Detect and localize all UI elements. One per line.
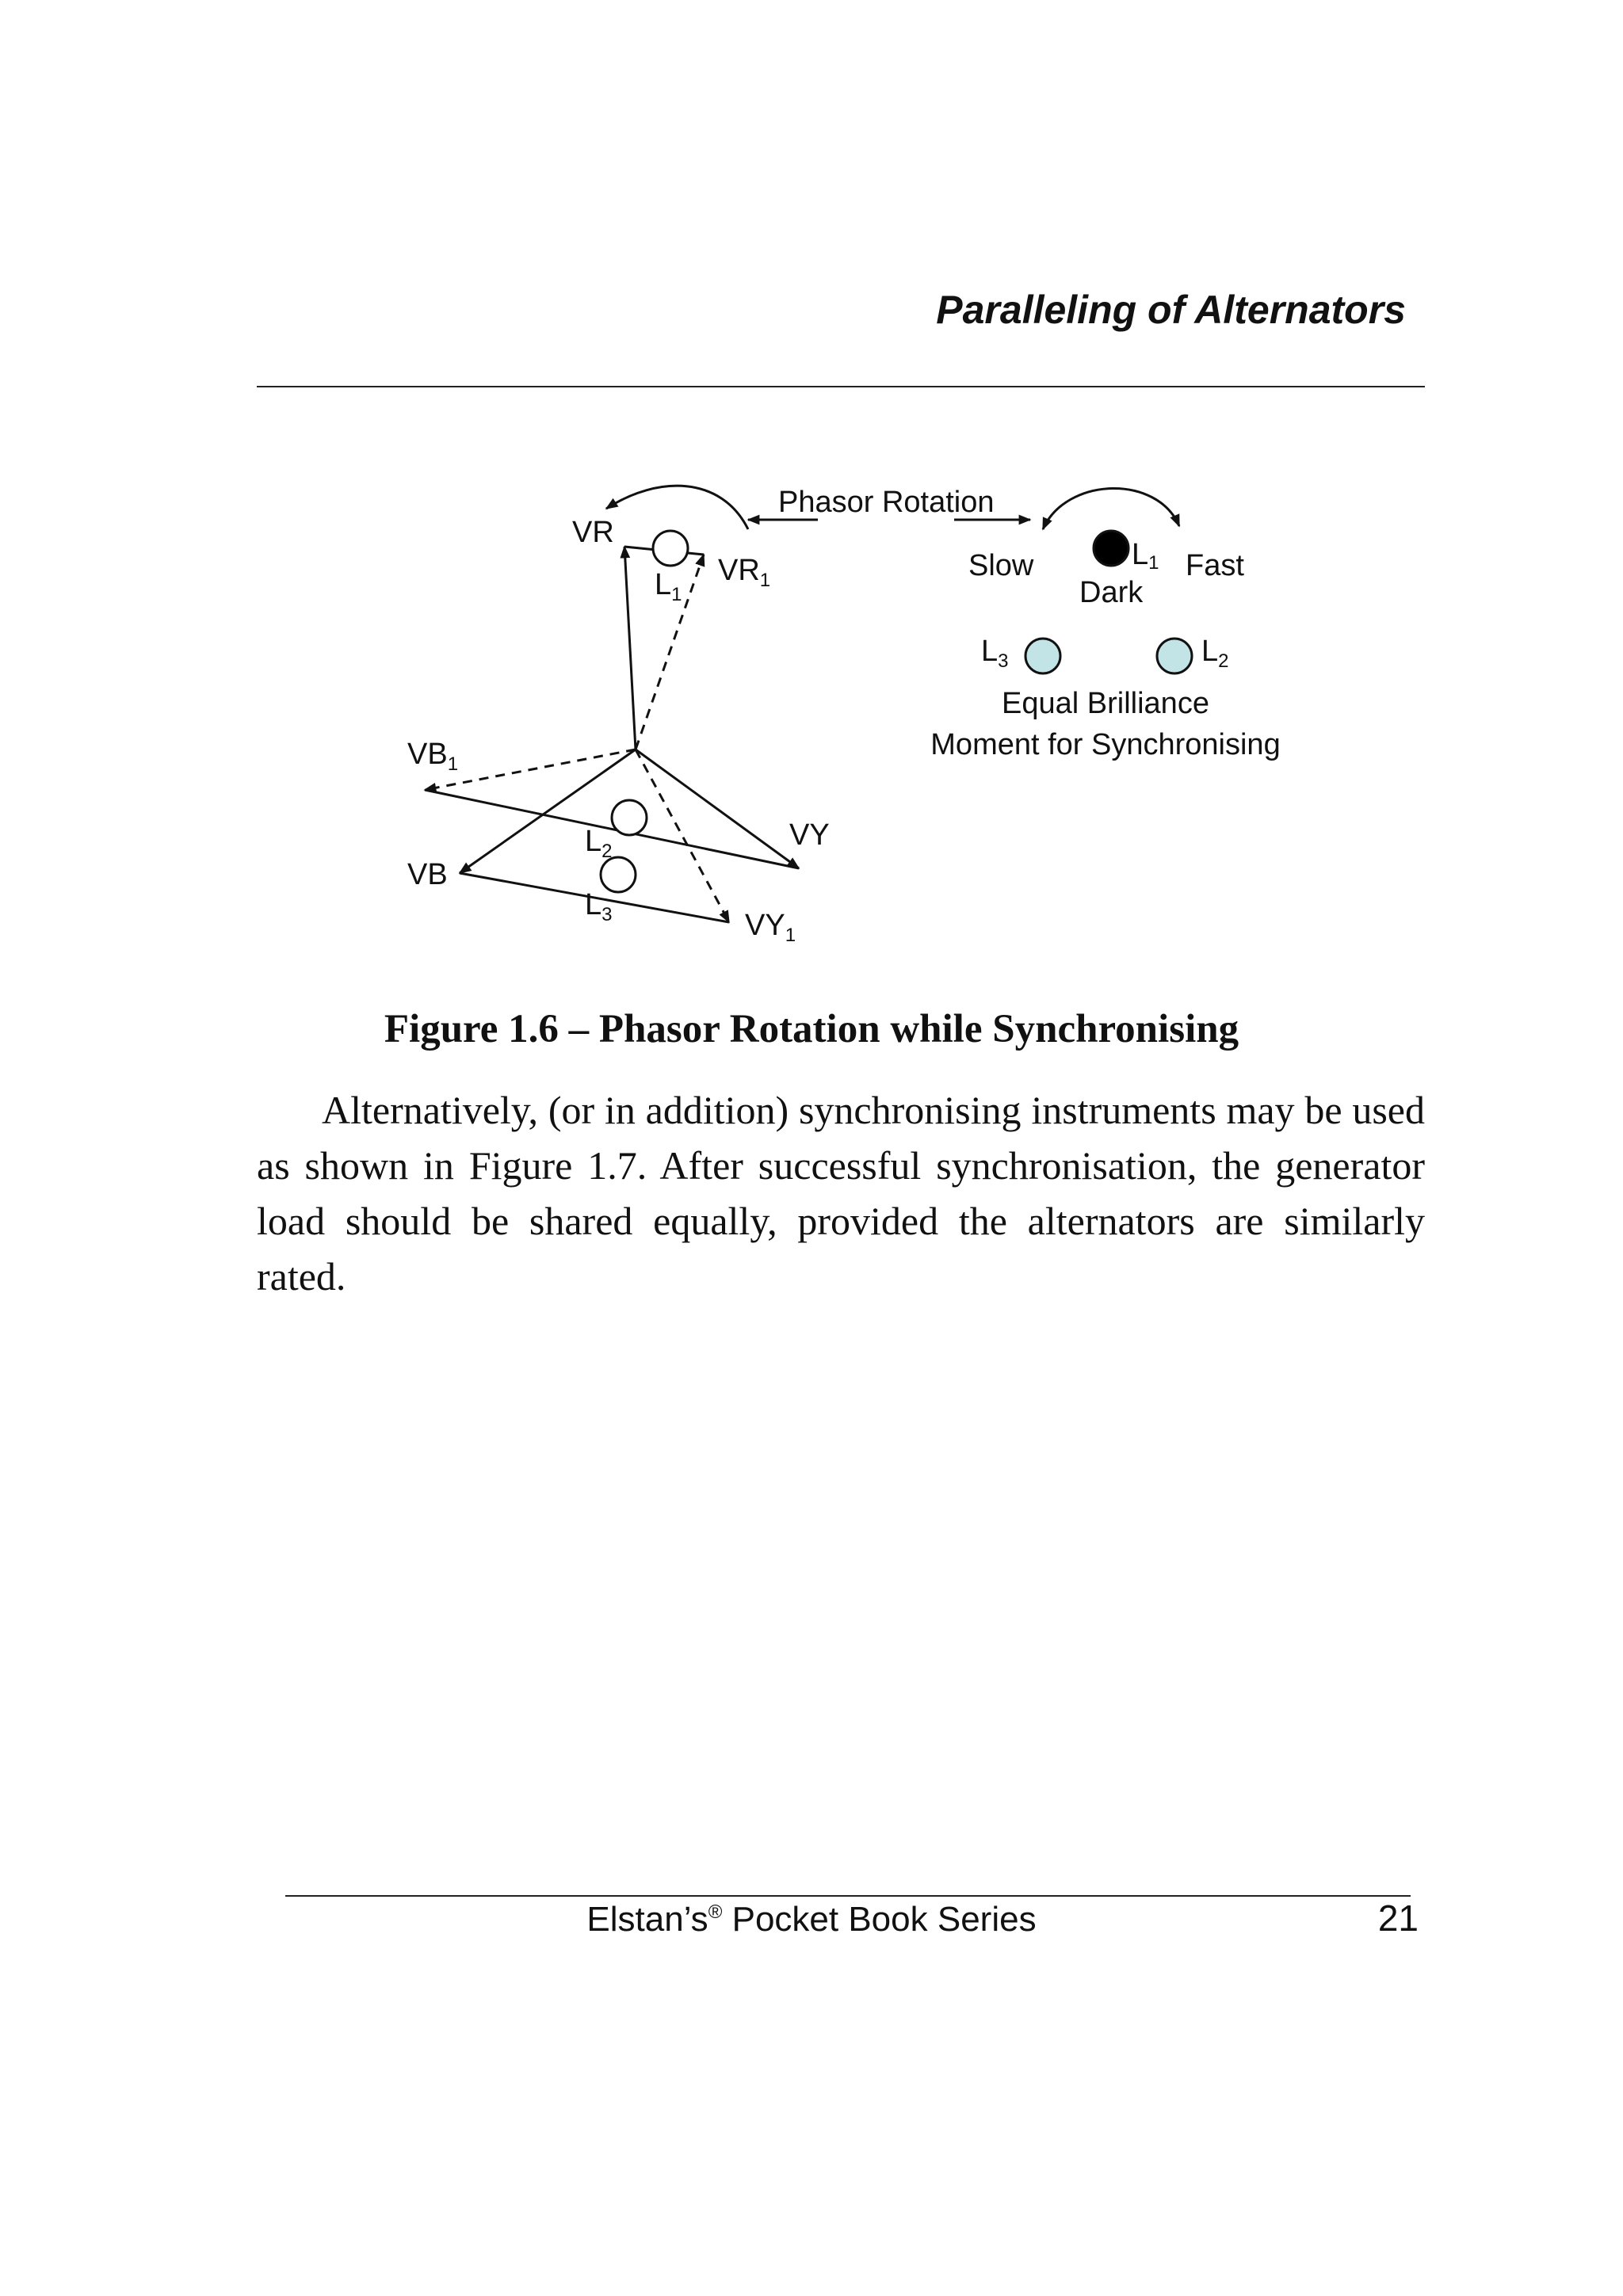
label-panel-l2: $L_2$ bbox=[1201, 635, 1229, 672]
phasor-vr bbox=[624, 547, 636, 749]
label-dark: Dark bbox=[1079, 576, 1144, 609]
label-vr1: $VR_1$ bbox=[718, 554, 771, 591]
label-l2: $L_2$ bbox=[585, 825, 613, 862]
label-vb1: $VB_1$ bbox=[407, 738, 459, 775]
footer-series-suffix: Pocket Book Series bbox=[722, 1900, 1037, 1939]
figure-caption: Figure 1.6 – Phasor Rotation while Synchronising bbox=[384, 1007, 1239, 1051]
header-rule bbox=[257, 386, 1425, 387]
label-l3: $L_3$ bbox=[585, 888, 613, 925]
phasor-figure bbox=[0, 444, 1623, 982]
lamp-l3-bright bbox=[1025, 639, 1060, 673]
registered-mark: ® bbox=[708, 1901, 723, 1923]
lamp-l1-dark bbox=[1094, 531, 1128, 566]
label-panel-l3: $L_3$ bbox=[981, 635, 1009, 672]
label-l1: $L_1$ bbox=[655, 568, 682, 605]
label-vr: VR bbox=[572, 516, 614, 549]
phasor-rotation-label: Phasor Rotation bbox=[778, 486, 995, 519]
label-equal-brilliance: Equal Brilliance bbox=[1002, 687, 1209, 720]
running-head: Paralleling of Alternators bbox=[936, 288, 1406, 332]
label-panel-l1: L1 bbox=[1132, 538, 1159, 574]
page-number: 21 bbox=[1377, 1897, 1419, 1939]
label-vy1: $VY_1$ bbox=[745, 909, 796, 946]
footer-series-name: Elstan’s bbox=[586, 1900, 708, 1939]
lamp-l2-circle bbox=[612, 800, 647, 835]
label-fast: Fast bbox=[1186, 549, 1244, 582]
footer-rule bbox=[285, 1895, 1411, 1897]
lamp-l3-circle bbox=[601, 857, 636, 892]
lamp-l1-circle bbox=[653, 531, 688, 566]
rotation-arc-left bbox=[606, 486, 748, 529]
phasor-diagram bbox=[0, 444, 1623, 982]
body-paragraph: Alternatively, (or in addition) synchronising instruments may be used as shown in Figure 1.7. After successful synchronisation, the generator load should be shared equally, provided the alternators are similarly rated. bbox=[257, 1088, 1425, 1299]
label-vb: VB bbox=[407, 858, 448, 891]
lamp-rotation-arc bbox=[1043, 488, 1179, 529]
lamp-l2-bright bbox=[1157, 639, 1192, 673]
label-slow: Slow bbox=[968, 549, 1034, 582]
label-vy: VY bbox=[789, 818, 830, 852]
label-moment-sync: Moment for Synchronising bbox=[930, 728, 1281, 761]
